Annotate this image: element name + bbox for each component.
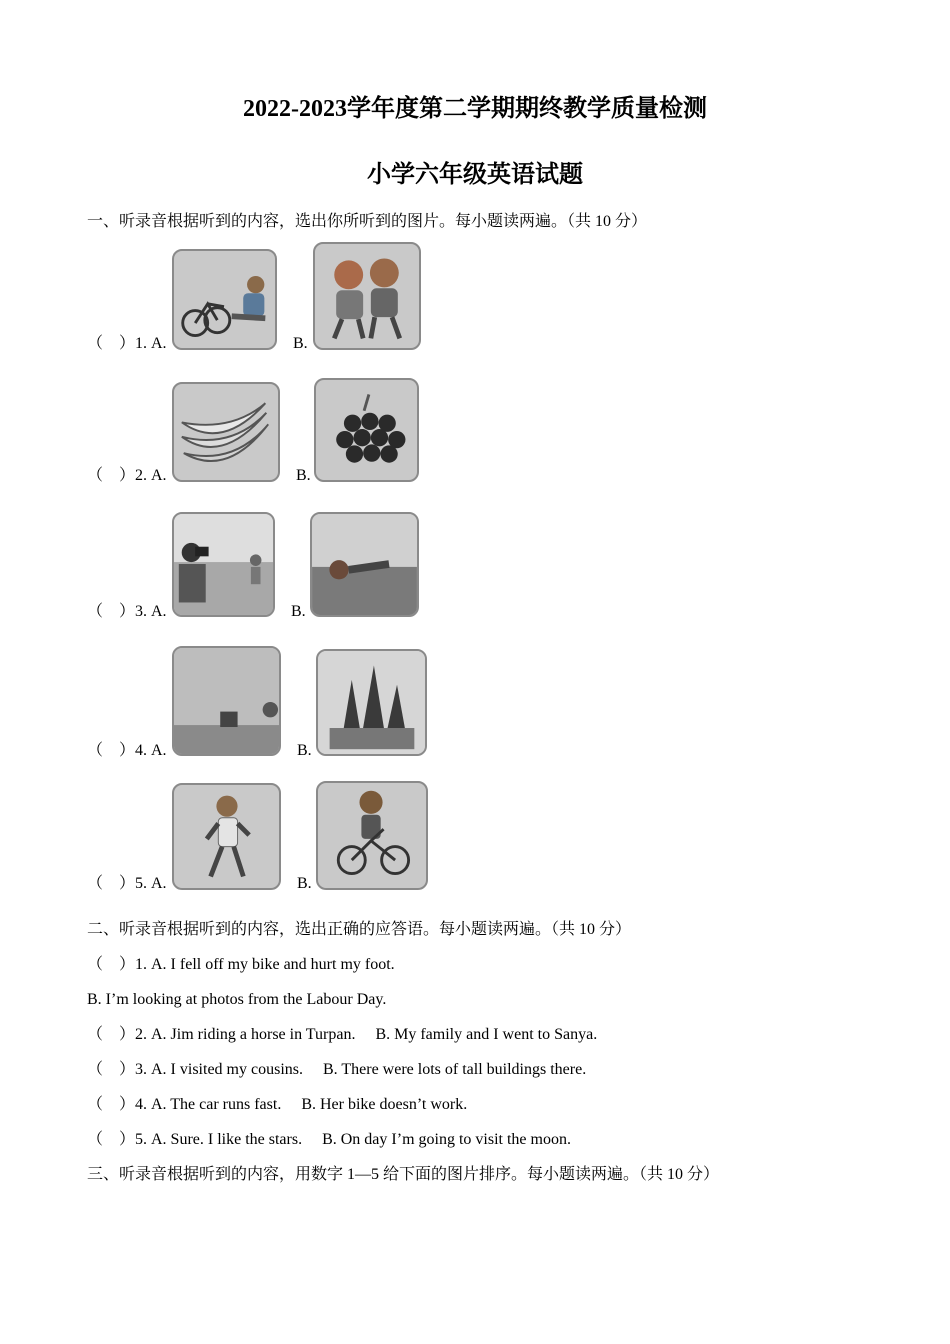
- taking-photo-icon: [172, 512, 275, 617]
- q3-label: （ ）3. A.: [87, 603, 167, 620]
- s2-q1-b-line: B. I’m looking at photos from the Labour Day.: [87, 991, 387, 1008]
- field-house-icon: [172, 646, 281, 756]
- exam-subtitle: 小学六年级英语试题: [367, 162, 583, 188]
- q4-label: （ ）4. A.: [87, 742, 167, 759]
- s2-q1-line: （ ）1. A. I fell off my bike and hurt my foot.: [87, 956, 395, 973]
- cycling-girl-icon: [316, 781, 428, 890]
- section3-heading: 三、听录音根据听到的内容，用数字 1—5 给下面的图片排序。每小题读两遍。（共 10 分）: [87, 1166, 720, 1183]
- bananas-icon: [172, 382, 280, 482]
- fighting-boys-icon: [313, 242, 421, 350]
- exam-title: 2022-2023学年度第二学期期终教学质量检测: [243, 96, 707, 122]
- s2-q3-line: （ ）3. A. I visited my cousins. B. There were lots of tall buildings there.: [87, 1061, 587, 1078]
- q5-label: （ ）5. A.: [87, 875, 167, 892]
- section2-heading: 二、听录音根据听到的内容，选出正确的应答语。每小题读两遍。（共 10 分）: [87, 921, 632, 938]
- swimming-boy-icon: [310, 512, 419, 617]
- q4-b-label: B.: [297, 742, 312, 759]
- s2-q5-line: （ ）5. A. Sure. I like the stars. B. On day I’m going to visit the moon.: [87, 1131, 571, 1148]
- s2-q2-line: （ ）2. A. Jim riding a horse in Turpan. B. My family and I went to Sanya.: [87, 1026, 598, 1043]
- q2-b-label: B.: [296, 467, 311, 484]
- grapes-icon: [314, 378, 419, 482]
- s2-q4-line: （ ）4. A. The car runs fast. B. Her bike doesn’t work.: [87, 1096, 468, 1113]
- section1-heading: 一、听录音根据听到的内容，选出你所听到的图片。每小题读两遍。（共 10 分）: [87, 213, 648, 230]
- fallen-boy-bike-icon: [172, 249, 277, 350]
- running-boy-icon: [172, 783, 281, 890]
- q3-b-label: B.: [291, 603, 306, 620]
- q1-label: （ ）1. A.: [87, 335, 167, 352]
- q1-b-label: B.: [293, 335, 308, 352]
- q2-label: （ ）2. A.: [87, 467, 167, 484]
- q5-b-label: B.: [297, 875, 312, 892]
- castle-icon: [316, 649, 427, 756]
